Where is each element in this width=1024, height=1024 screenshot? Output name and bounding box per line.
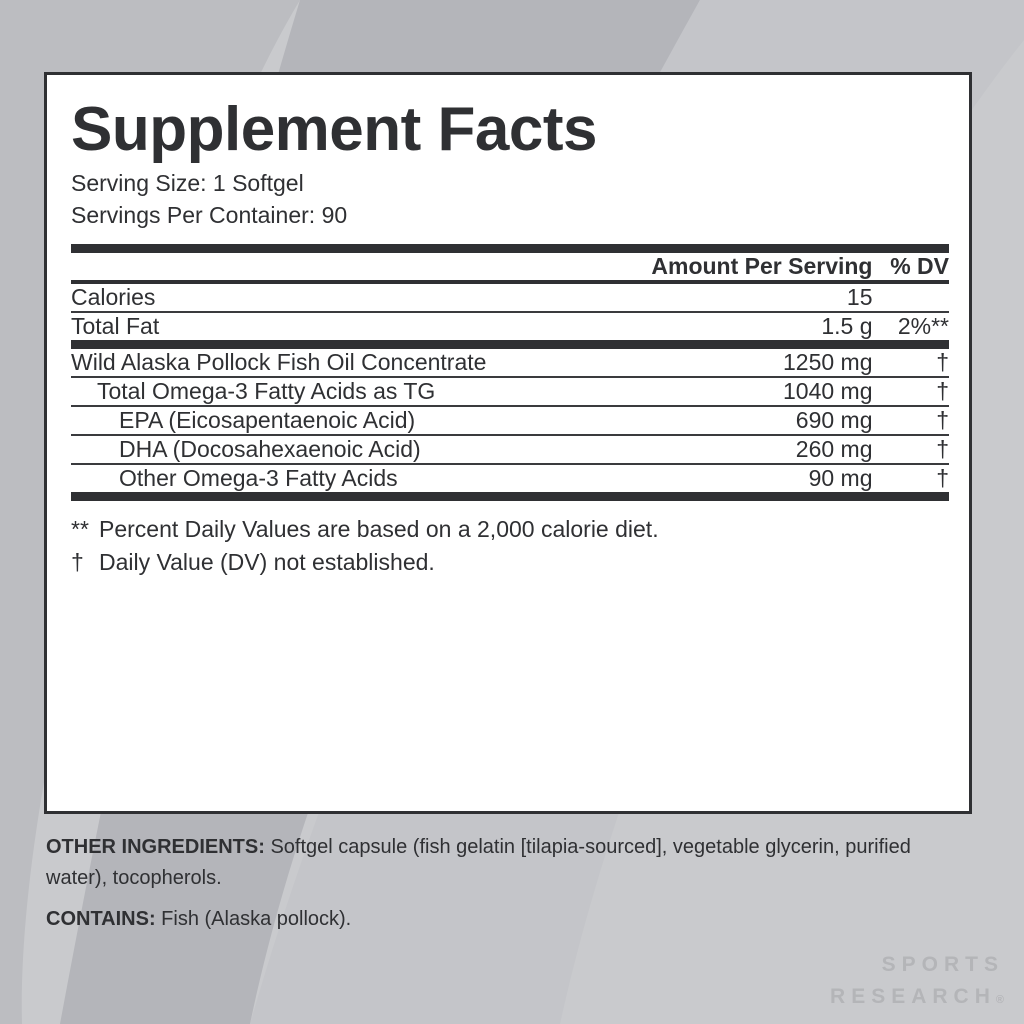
row-amount: 1.5 g (821, 312, 873, 339)
nutrition-table (71, 253, 949, 501)
footnote-text: Daily Value (DV) not established. (99, 548, 435, 575)
contains-label: CONTAINS: (46, 908, 156, 930)
row-label: Wild Alaska Pollock Fish Oil Concentrate (71, 348, 487, 375)
registered-mark: ® (995, 993, 1004, 1006)
page-title: Supplement Facts (71, 95, 597, 164)
header-percent-dv: % DV (890, 252, 949, 279)
row-label: Other Omega-3 Fatty Acids (119, 464, 398, 491)
header-amount-per-serving: Amount Per Serving (651, 252, 873, 279)
table-row-total-fat (71, 312, 949, 345)
row-dv: † (936, 406, 949, 433)
table-row-epa (71, 406, 949, 435)
row-amount: 90 mg (808, 464, 873, 491)
row-dv: † (936, 377, 949, 404)
row-amount: 1040 mg (782, 377, 873, 404)
servings-per-container: Servings Per Container: 90 (71, 202, 348, 229)
table-row-fish-oil-concentrate (71, 344, 949, 377)
footnote-dv-not-established (71, 546, 949, 579)
row-amount: 690 mg (795, 406, 873, 433)
row-dv: † (936, 435, 949, 462)
supplement-facts-panel (44, 72, 972, 814)
table-row-total-omega-3 (71, 377, 949, 406)
row-dv: † (936, 464, 949, 491)
other-ingredients-line (46, 832, 966, 894)
brand-line-2-wrap (830, 981, 1004, 1013)
contains-line (46, 904, 966, 935)
brand-logo (830, 949, 1004, 1012)
row-label: Total Omega-3 Fatty Acids as TG (97, 377, 436, 404)
row-label: DHA (Docosahexaenoic Acid) (119, 435, 421, 462)
row-label: Calories (71, 283, 156, 310)
table-row-dha (71, 435, 949, 464)
row-amount: 260 mg (795, 435, 873, 462)
footnote-daily-values (71, 513, 949, 546)
table-row-calories (71, 282, 949, 312)
row-dv (873, 282, 950, 312)
table-header-row (71, 253, 949, 282)
row-amount: 15 (846, 283, 873, 310)
header-blank (71, 253, 594, 282)
footnote-text: Percent Daily Values are based on a 2,000 calorie diet. (99, 515, 659, 542)
divider-thick-top (71, 244, 949, 253)
brand-line-2: RESEARCH (830, 984, 996, 1008)
row-dv: † (936, 348, 949, 375)
table-row-other-omega-3 (71, 464, 949, 497)
row-label: EPA (Eicosapentaenoic Acid) (119, 406, 416, 433)
other-ingredients-label: OTHER INGREDIENTS: (46, 836, 265, 858)
footnote-mark: † (71, 548, 84, 575)
ingredients-section (46, 832, 966, 945)
contains-text: Fish (Alaska pollock). (155, 908, 352, 930)
row-label: Total Fat (71, 312, 160, 339)
footnotes (71, 513, 949, 578)
serving-size: Serving Size: 1 Softgel (71, 170, 304, 197)
row-dv: 2%** (897, 312, 949, 339)
brand-line-1: SPORTS (881, 953, 1004, 976)
row-amount: 1250 mg (782, 348, 873, 375)
footnote-mark: ** (71, 515, 89, 542)
other-ingredients-text: Softgel capsule (fish gelatin [tilapia-sourced], vegetable glycerin, purified water), tocopherols. (46, 836, 911, 889)
